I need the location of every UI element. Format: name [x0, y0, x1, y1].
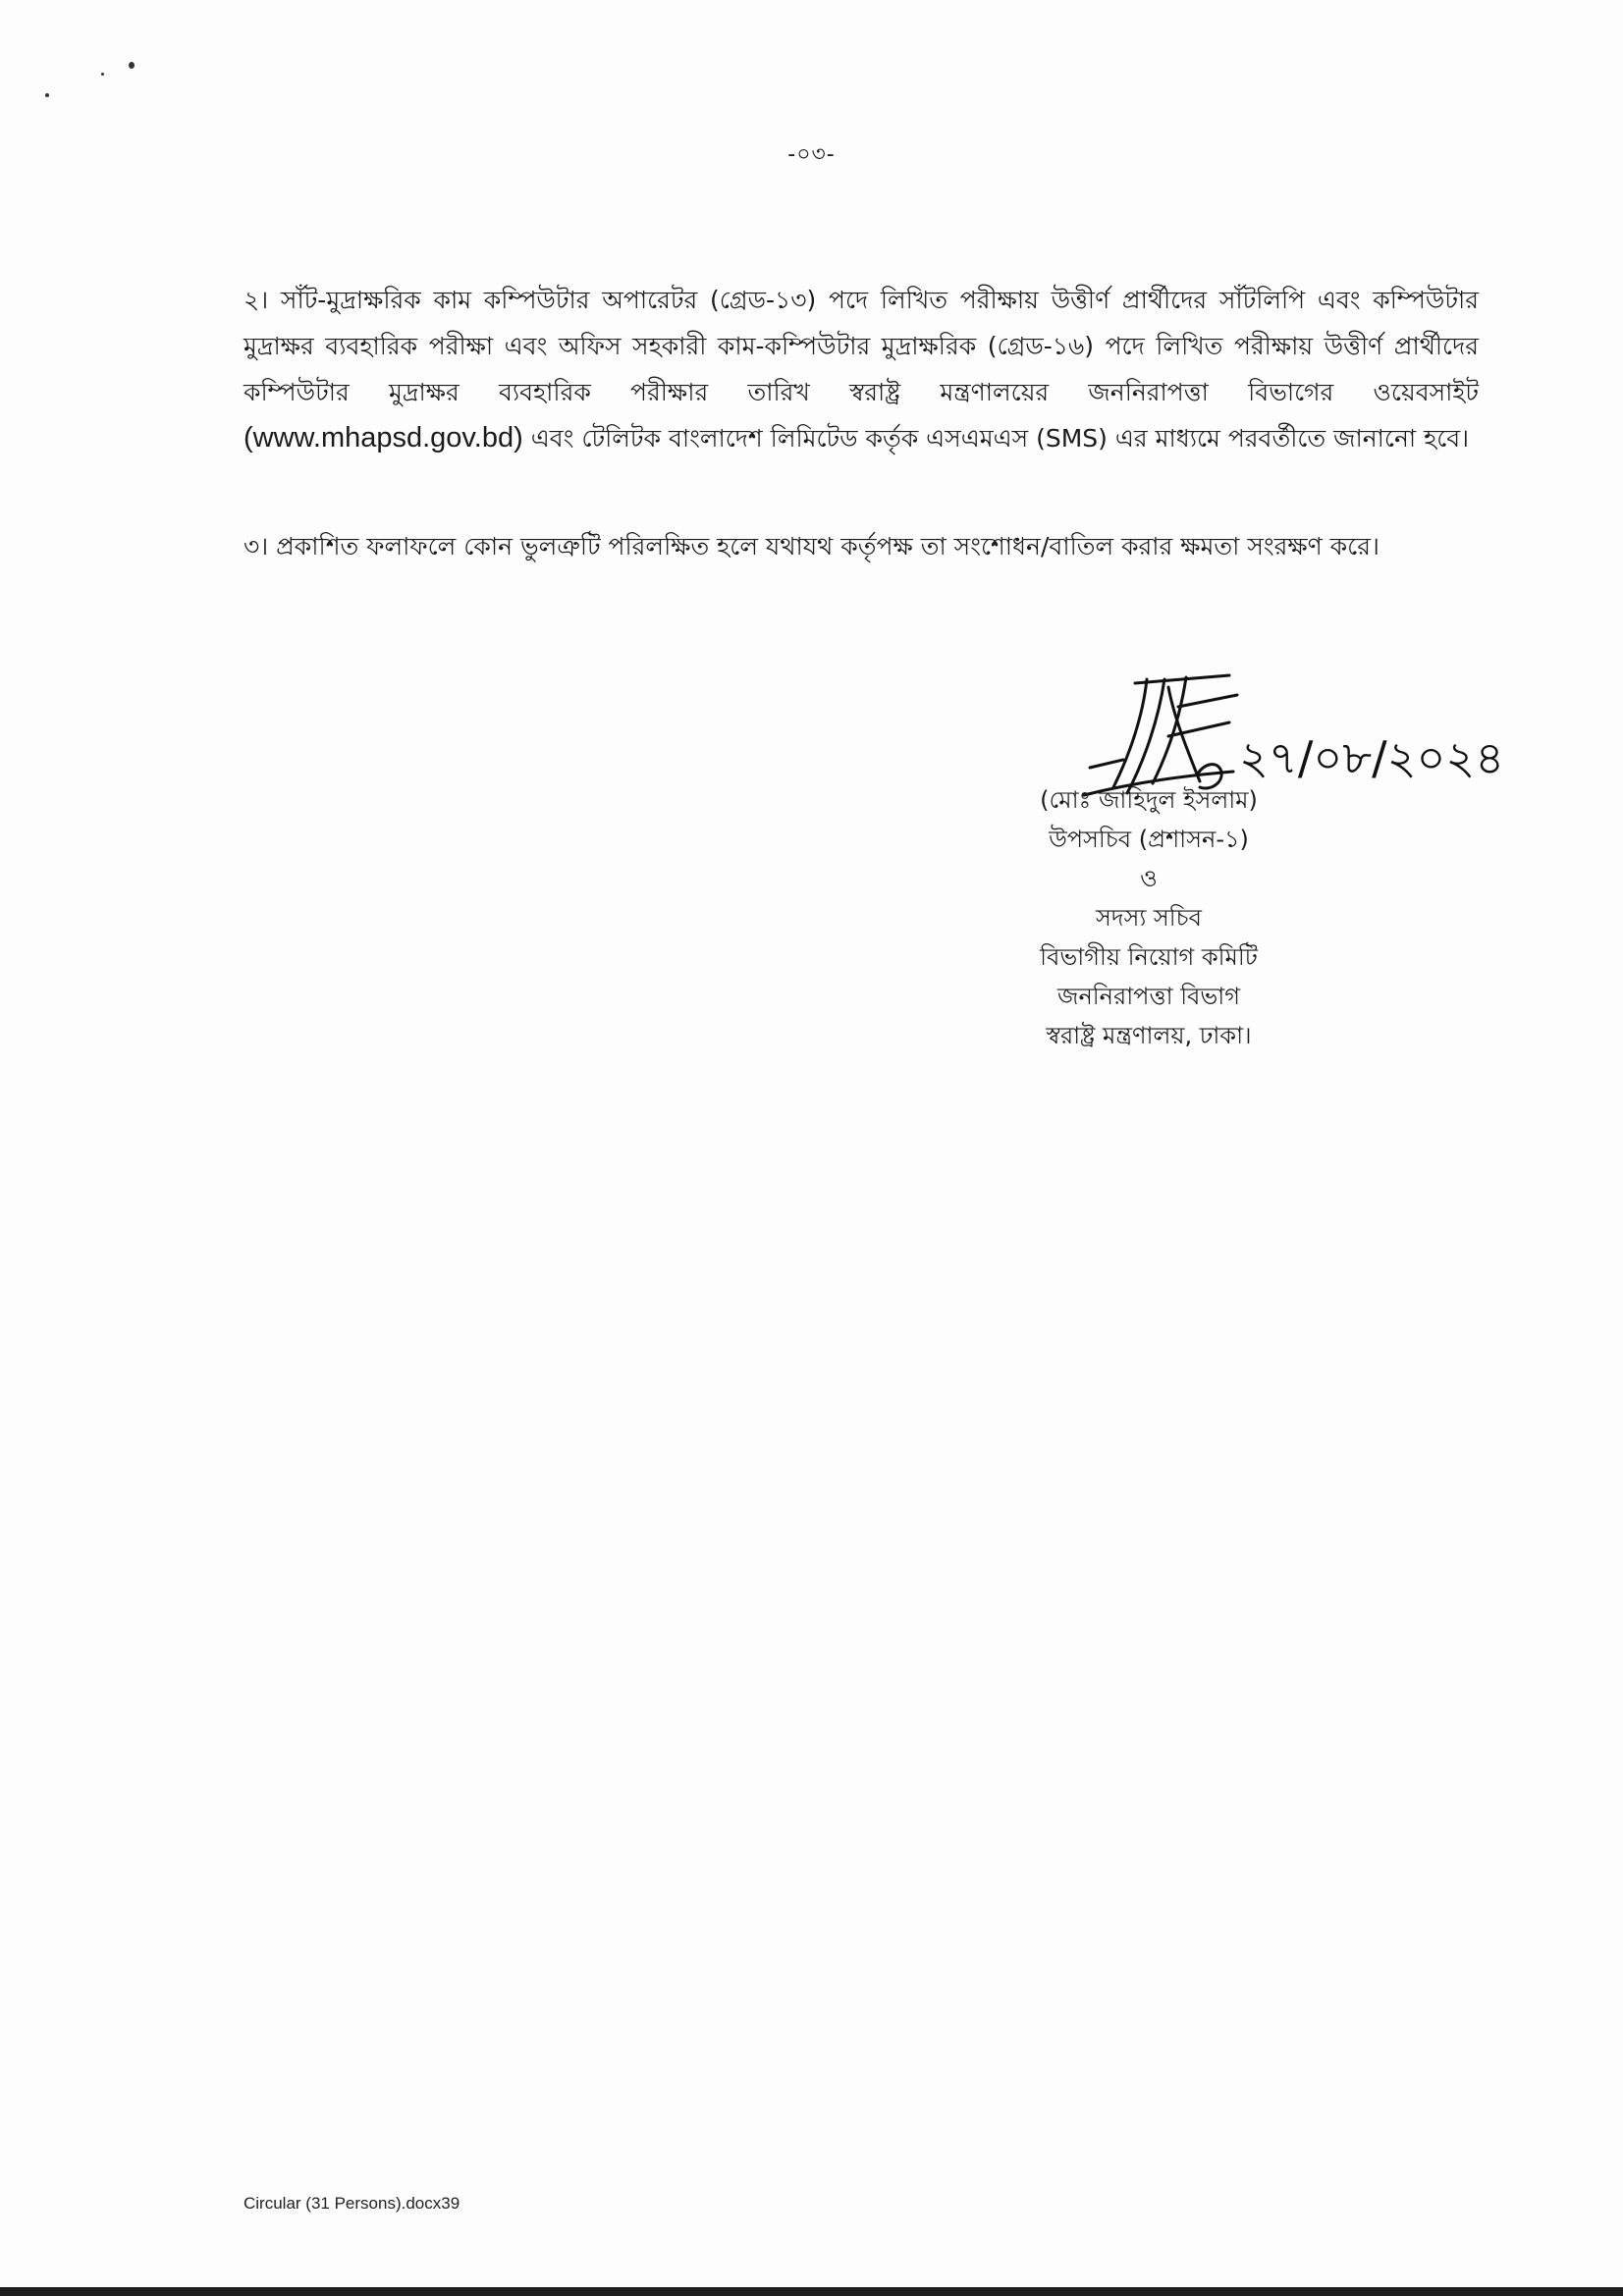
paragraph-2: [243, 277, 1479, 461]
signatory-division: জননিরাপত্তা বিভাগ: [1057, 983, 1240, 1010]
paragraph-2-text-end: এবং টেলিটক বাংলাদেশ লিমিটেড কর্তৃক এসএমএস (SMS) এর মাধ্যমে পরবর্তীতে জানানো হবে।: [530, 424, 1470, 453]
signature-date: ২৭/০৮/২০২৪: [1239, 731, 1505, 784]
footer-filename: Circular (31 Persons).docx39: [243, 2194, 460, 2213]
paragraph-2-text: ২। সাঁট-মুদ্রাক্ষরিক কাম কম্পিউটার অপারেটর (গ্রেড-১৩) পদে লিখিত পরীক্ষায় উত্তীর্ণ প্রার্থীদের সাঁটলিপি এবং কম্পিউটার মুদ্রাক্ষর ব্যবহারিক পরীক্ষা এবং অফিস সহকারী কাম-কম্পিউটার মুদ্রাক্ষরিক (গ্রেড-১৬) পদে লিখিত পরীক্ষায় উত্তীর্ণ প্রার্থীদের কম্পিউটার মুদ্রাক্ষর ব্যবহারিক পরীক্ষার তারিখ স্বরাষ্ট্র মন্ত্রণালয়ের জননিরাপত্তা বিভাগের ওয়েবসাইট: [243, 286, 1479, 406]
scan-speck: [45, 93, 49, 97]
paragraph-3: ৩। প্রকাশিত ফলাফলে কোন ভুলত্রুটি পরিলক্ষিত হলে যথাযথ কর্তৃপক্ষ তা সংশোধন/বাতিল করার ক্ষমতা সংরক্ষণ করে।: [243, 532, 1380, 561]
scan-bottom-edge: [0, 2287, 1623, 2296]
signatory-conjunction: ও: [1140, 865, 1158, 892]
signatory-role: সদস্য সচিব: [1096, 904, 1202, 932]
signatory-name: (মোঃ জাহিদুল ইসলাম): [1040, 786, 1258, 814]
signatory-ministry: স্বরাষ্ট্র মন্ত্রণালয়, ঢাকা।: [1046, 1022, 1252, 1049]
page-number: -০৩-: [787, 142, 836, 167]
signature-block: [982, 780, 1316, 1055]
scan-speck: [129, 62, 135, 69]
signatory-designation: উপসচিব (প্রশাসন-১): [1049, 826, 1249, 853]
scan-speck: [101, 73, 104, 76]
signatory-committee: বিভাগীয় নিয়োগ কমিটি: [1040, 943, 1258, 971]
website-url: (www.mhapsd.gov.bd): [243, 422, 523, 454]
